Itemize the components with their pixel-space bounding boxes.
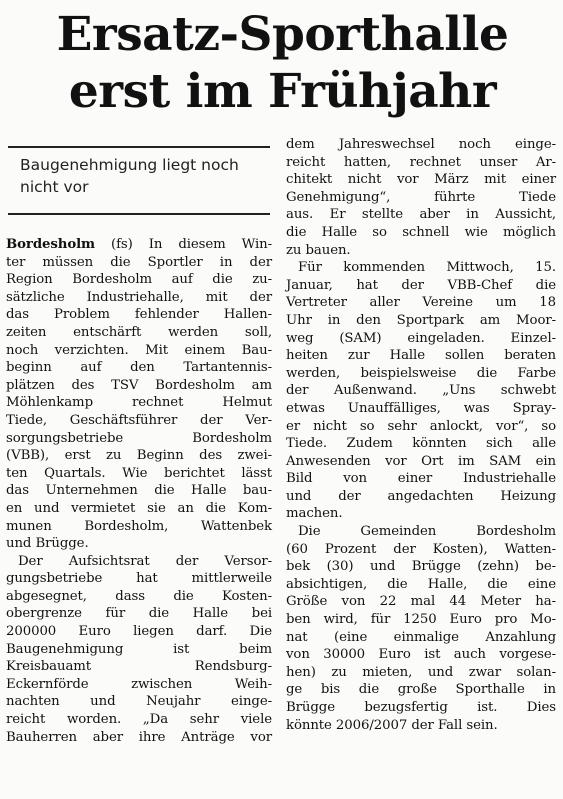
article-line: hen) zu mieten, und zwar solan- bbox=[286, 664, 556, 680]
article-line: Kreisbauamt Rendsburg- bbox=[6, 659, 272, 675]
article-line: heiten zur Halle sollen beraten bbox=[286, 348, 556, 364]
cropped-previous-text bbox=[18, 0, 318, 4]
article-line: die Halle so schnell wie möglich bbox=[286, 224, 556, 240]
article-line: etwas Unauffälliges, was Spray- bbox=[286, 400, 556, 416]
article-line: weg (SAM) eingeladen. Einzel- bbox=[286, 330, 556, 346]
article-line: reicht worden. „Da sehr viele bbox=[6, 712, 272, 728]
article-line: ter müssen die Sportler in der bbox=[6, 254, 272, 270]
article-line: ten Quartals. Wie berichtet lässt bbox=[6, 465, 272, 481]
article-line: das Unternehmen die Halle bau- bbox=[6, 483, 272, 499]
article-line: Der Aufsichtsrat der Versor- bbox=[18, 553, 272, 569]
article-line: Für kommenden Mittwoch, 15. bbox=[298, 260, 556, 276]
article-line: Möhlenkamp rechnet Helmut bbox=[6, 395, 272, 411]
article-column-right bbox=[286, 136, 556, 734]
article-line: Januar, hat der VBB-Chef die bbox=[286, 277, 556, 293]
article-column-left bbox=[6, 236, 272, 746]
headline bbox=[10, 6, 555, 120]
article-line: Eckernförde zwischen Weih- bbox=[6, 676, 272, 692]
article-line: Brügge bezugsfertig ist. Dies bbox=[286, 700, 556, 715]
article-line: munen Bordesholm, Wattenbek bbox=[6, 518, 272, 534]
article-line: Bauherren aber ihre Anträge vor bbox=[6, 729, 272, 745]
article-line: 200000 Euro liegen darf. Die bbox=[6, 624, 272, 640]
article-line: (60 Prozent der Kosten), Watten- bbox=[286, 541, 556, 557]
article-line: bek (30) und Brügge (zehn) be- bbox=[286, 559, 556, 575]
article-line: en und vermietet sie an die Kom- bbox=[6, 500, 272, 516]
article-line: zu bauen. bbox=[286, 242, 351, 258]
article-line: nat (eine einmalige Anzahlung bbox=[286, 629, 556, 645]
article-line: plätzen des TSV Bordesholm am bbox=[6, 377, 272, 393]
article-line: Anwesenden vor Ort im SAM ein bbox=[286, 453, 556, 469]
article-line: gungsbetriebe hat mittlerweile bbox=[6, 571, 272, 587]
article-line: dem Jahreswechsel noch einge- bbox=[286, 137, 556, 152]
article-line: Tiede, Geschäftsführer der Ver- bbox=[6, 412, 272, 428]
subhead-top-rule bbox=[8, 146, 270, 148]
article-line: sorgungsbetriebe Bordesholm bbox=[6, 430, 272, 446]
article-line: (VBB), erst zu Beginn des zwei- bbox=[6, 448, 272, 464]
article-line: obergrenze für die Halle bei bbox=[6, 606, 272, 622]
article-line: könnte 2006/2007 der Fall sein. bbox=[286, 717, 498, 733]
article-line: absichtigen, die Halle, die eine bbox=[286, 576, 556, 592]
article-line: sätzliche Industriehalle, mit der bbox=[6, 289, 272, 305]
headline-line-1: Ersatz-Sporthalle bbox=[56, 7, 509, 62]
article-line: ben wird, für 1250 Euro pro Mo- bbox=[286, 612, 556, 628]
article-line: Bordesholm (fs) In diesem Win- bbox=[6, 237, 272, 252]
article-line: und Brügge. bbox=[6, 536, 89, 552]
article-line: Die Gemeinden Bordesholm bbox=[298, 524, 556, 540]
article-line: nachten und Neujahr einge- bbox=[6, 694, 272, 710]
article-line: reicht hatten, rechnet unser Ar- bbox=[286, 154, 556, 170]
article-line: Region Bordesholm auf die zu- bbox=[6, 272, 272, 288]
article-line: noch verzichten. Mit einem Bau- bbox=[6, 342, 272, 358]
article-line: chitekt nicht vor März mit einer bbox=[286, 172, 556, 188]
article-line: von 30000 Euro ist auch vorgese- bbox=[286, 647, 556, 663]
dateline: Bordesholm bbox=[6, 237, 96, 252]
headline-line-2: erst im Frühjahr bbox=[68, 64, 497, 119]
article-line: aus. Er stellte aber in Aussicht, bbox=[286, 207, 556, 223]
article-line: Uhr in den Sportpark am Moor- bbox=[286, 312, 556, 328]
article-line: der Außenwand. „Uns schwebt bbox=[286, 383, 556, 399]
subhead-bottom-rule bbox=[8, 213, 270, 215]
article-line: beginn auf den Tartantennis- bbox=[6, 360, 272, 376]
article-line: und der angedachten Heizung bbox=[286, 488, 556, 504]
article-line: Genehmigung“, führte Tiede bbox=[286, 189, 556, 205]
article-line: ge bis die große Sporthalle in bbox=[286, 682, 556, 698]
article-line: machen. bbox=[286, 506, 343, 522]
article-line: werden, beispielsweise die Farbe bbox=[286, 365, 556, 381]
article-line: Größe von 22 mal 44 Meter ha- bbox=[286, 594, 556, 610]
article-line: das Problem fehlender Hallen- bbox=[6, 307, 272, 323]
article-line: Vertreter aller Vereine um 18 bbox=[286, 295, 556, 311]
article-line: Bild von einer Industriehalle bbox=[286, 471, 556, 487]
article-line: zeiten entschärft werden soll, bbox=[6, 324, 272, 340]
article-line: abgesegnet, dass die Kosten- bbox=[6, 588, 272, 604]
article-line: Tiede. Zudem könnten sich alle bbox=[286, 436, 556, 452]
article-line: er nicht so sehr anlockt, vor“, so bbox=[286, 418, 556, 434]
subhead: Baugenehmigung liegt noch nicht vor bbox=[20, 156, 239, 196]
article-line: Baugenehmigung ist beim bbox=[6, 641, 272, 657]
